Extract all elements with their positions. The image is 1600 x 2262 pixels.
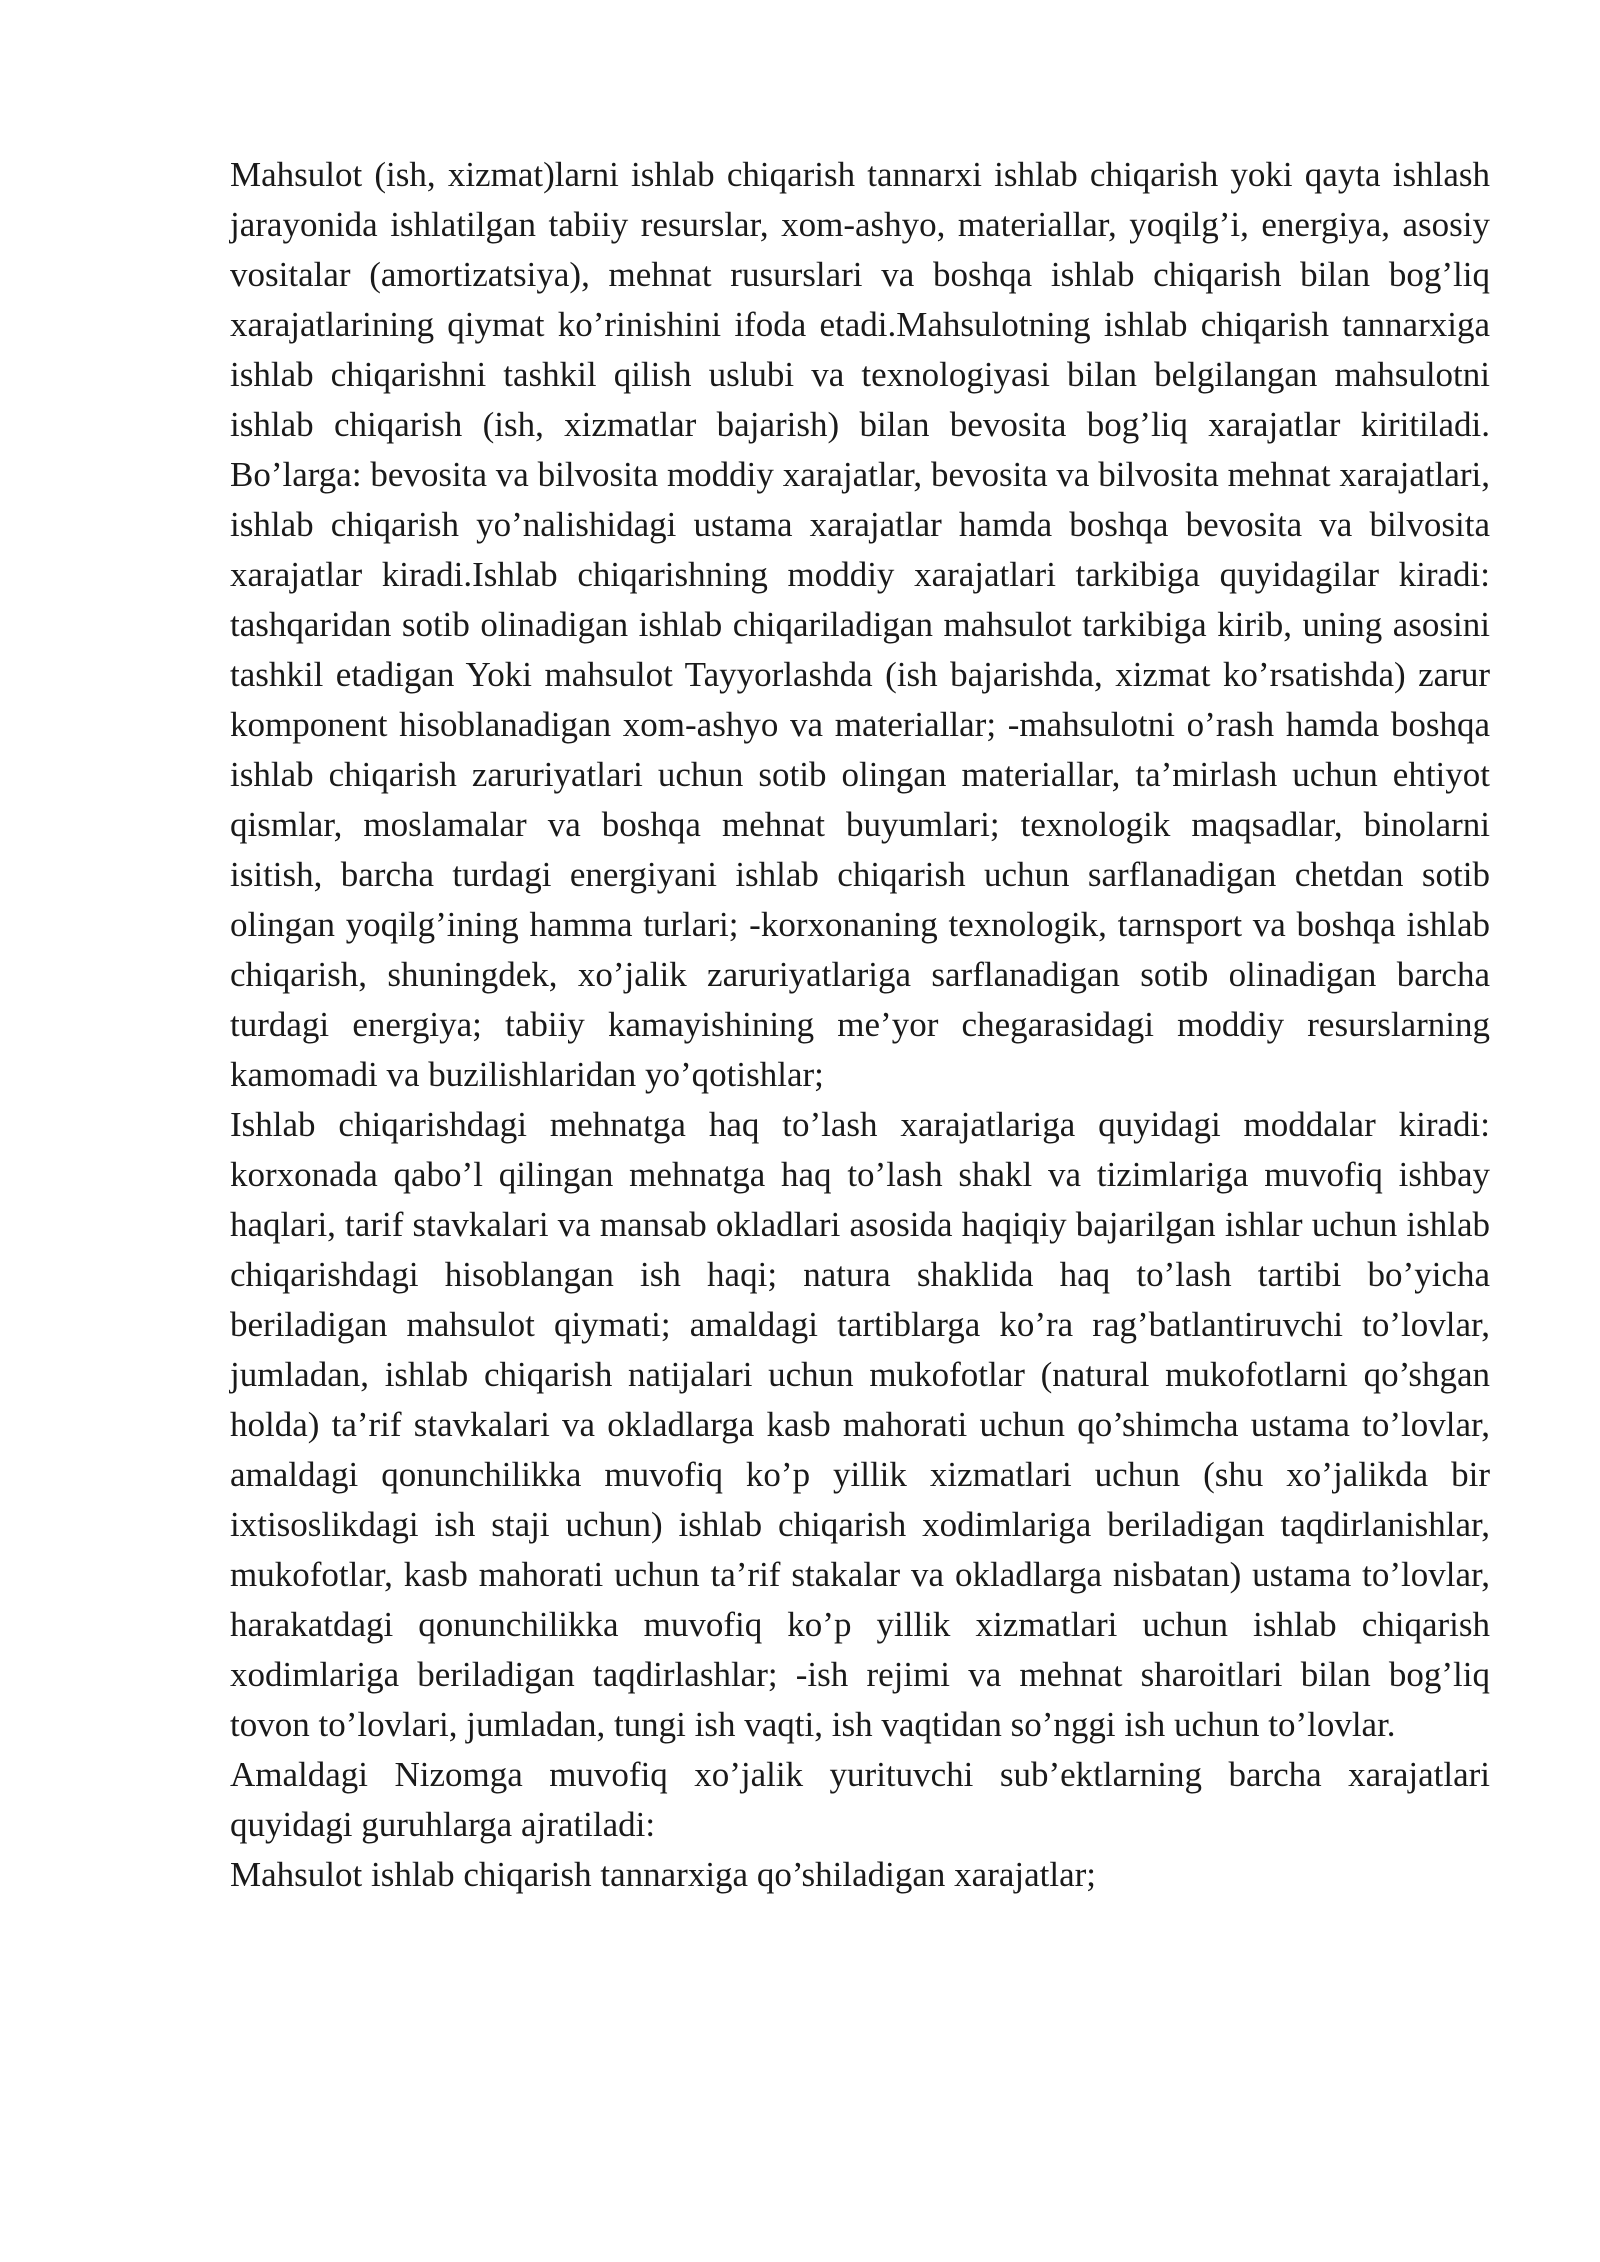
paragraph-labor-costs: Ishlab chiqarishdagi mehnatga haq to’lash xarajatlariga quyidagi moddalar kiradi: korxonada qabo’l qilingan mehnatga haq to’lash shakl va tizimlariga muvofiq ishbay haqlari, tarif stavkalari va mansab okladlari asosida haqiqiy bajarilgan ishlar uchun ishlab chiqarishdagi hisoblangan ish haqi; natura shaklida haq to’lash tartibi bo’yicha beriladigan mahsulot qiymati; amaldagi tartiblarga ko’ra rag’batlantiruvchi to’lovlar, jumladan, ishlab chiqarish natijalari uchun mukofotlar (natural mukofotlarni qo’shgan holda) ta’rif stavkalari va okladlarga kasb mahorati uchun qo’shimcha ustama to’lovlar, amaldagi qonunchilikka muvofiq ko’p yillik xizmatlari uchun (shu xo’jalikda bir ixtisoslikdagi ish staji uchun) ishlab chiqarish xodimlariga beriladigan taqdirlanishlar, mukofotlar, kasb mahorati uchun ta’rif stakalar va okladlarga nisbatan) ustama to’lovlar, harakatdagi qonunchilikka muvofiq ko’p yillik xizmatlari uchun ishlab chiqarish xodimlariga beriladigan taqdirlashlar; -ish rejimi va mehnat sharoitlari bilan bog’liq tovon to’lovlari, jumladan, tungi ish vaqti, ish vaqtidan so’nggi ish uchun to’lovlar.	[230, 1105, 1490, 1744]
paragraph-cost-item: Mahsulot ishlab chiqarish tannarxiga qo’shiladigan xarajatlar;	[230, 1855, 1097, 1894]
document-page	[230, 150, 1490, 1900]
paragraph-expense-groups: Amaldagi Nizomga muvofiq xo’jalik yurituvchi sub’ektlarning barcha xarajatlari quyidagi guruhlarga ajratiladi:	[230, 1755, 1490, 1844]
paragraph-production-cost: Mahsulot (ish, xizmat)larni ishlab chiqarish tannarxi ishlab chiqarish yoki qayta ishlash jarayonida ishlatilgan tabiiy resurslar, xom-ashyo, materiallar, yoqilg’i, energiya, asosiy vositalar (amortizatsiya), mehnat rusurslari va boshqa ishlab chiqarish bilan bog’liq xarajatlarining qiymat ko’rinishini ifoda etadi.Mahsulotning ishlab chiqarish tannarxiga ishlab chiqarishni tashkil qilish uslubi va texnologiyasi bilan belgilangan mahsulotni ishlab chiqarish (ish, xizmatlar bajarish) bilan bevosita bog’liq xarajatlar kiritiladi. Bo’larga: bevosita va bilvosita moddiy xarajatlar, bevosita va bilvosita mehnat xarajatlari, ishlab chiqarish yo’nalishidagi ustama xarajatlar hamda boshqa bevosita va bilvosita xarajatlar kiradi.Ishlab chiqarishning moddiy xarajatlari tarkibiga quyidagilar kiradi: tashqaridan sotib olinadigan ishlab chiqariladigan mahsulot tarkibiga kirib, uning asosini tashkil etadigan Yoki mahsulot Tayyorlashda (ish bajarishda, xizmat ko’rsatishda) zarur komponent hisoblanadigan xom-ashyo va materiallar; -mahsulotni o’rash hamda boshqa ishlab chiqarish zaruriyatlari uchun sotib olingan materiallar, ta’mirlash uchun ehtiyot qismlar, moslamalar va boshqa mehnat buyumlari; texnologik maqsadlar, binolarni isitish, barcha turdagi energiyani ishlab chiqarish uchun sarflanadigan chetdan sotib olingan yoqilg’ining hamma turlari; -korxonaning texnologik, tarnsport va boshqa ishlab chiqarish, shuningdek, xo’jalik zaruriyatlariga sarflanadigan sotib olinadigan barcha turdagi energiya; tabiiy kamayishining me’yor chegarasidagi moddiy resurslarning kamomadi va buzilishlaridan yo’qotishlar;	[230, 155, 1490, 1094]
